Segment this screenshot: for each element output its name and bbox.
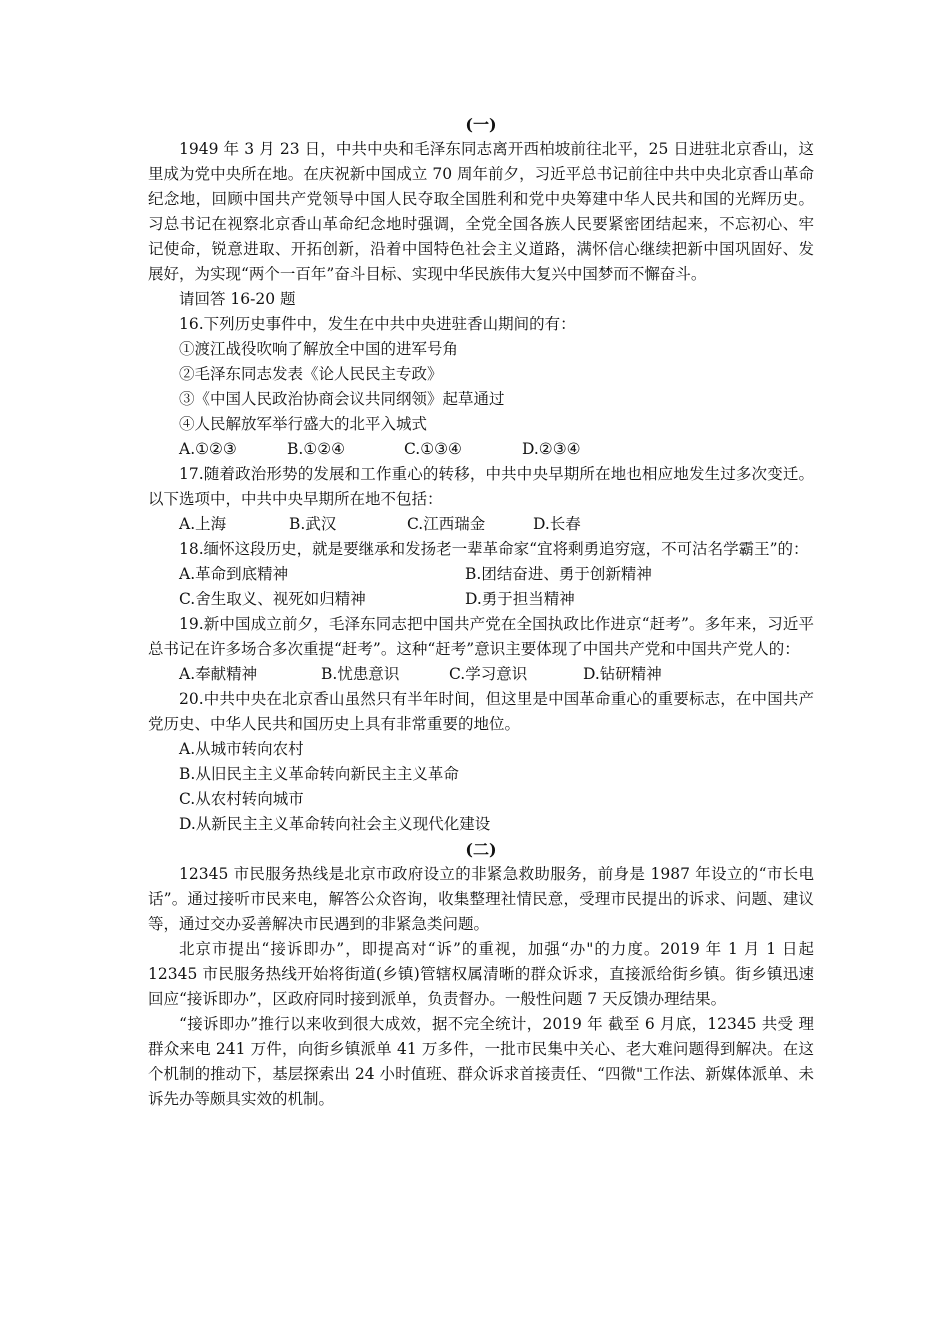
question-17-option-c: C.江西瑞金 <box>407 515 486 533</box>
question-18-stem: 18.缅怀这段历史，就是要继承和发扬老一辈革命家“宜将剩勇追穷寇，不可沽名学霸王”的： <box>179 540 809 558</box>
question-16-options <box>148 437 814 462</box>
section-1-title: (一) <box>465 115 497 134</box>
question-18-option-c: C.舍生取义、视死如归精神 <box>179 590 366 608</box>
question-16-item: ①渡江战役吹响了解放全中国的进军号角 <box>179 340 459 358</box>
question-19-option-a: A.奉献精神 <box>179 665 258 683</box>
question-instruction: 请回答 16-20 题 <box>179 290 296 308</box>
question-19-options <box>148 662 814 687</box>
question-20-option-a: A.从城市转向农村 <box>179 740 304 758</box>
question-20-option-c: C.从农村转向城市 <box>179 790 304 808</box>
question-19-option-c: C.学习意识 <box>449 665 528 683</box>
question-20-option-d: D.从新民主主义革命转向社会主义现代化建设 <box>179 815 491 833</box>
question-16-option-c: C.①③④ <box>404 440 462 458</box>
question-19-option-d: D.钻研精神 <box>583 665 662 683</box>
question-16-item: ②毛泽东同志发表《论人民民主专政》 <box>179 365 443 383</box>
question-16-item: ④人民解放军举行盛大的北平入城式 <box>179 415 428 433</box>
question-18-options-row-2 <box>148 587 814 612</box>
section-2-title: (二) <box>465 840 497 859</box>
document-content <box>148 112 814 1112</box>
question-17-option-b: B.武汉 <box>289 515 337 533</box>
question-18-options-row-1 <box>148 562 814 587</box>
question-19-stem: 19.新中国成立前夕，毛泽东同志把中国共产党在全国执政比作进京“赶考”。多年来，习近平总书记在许多场合多次重提“赶考”。这种“赶考”意识主要体现了中国共产党和中国共产党人的： <box>148 615 814 658</box>
question-16-item: ③《中国人民政治协商会议共同纲领》起草通过 <box>179 390 505 408</box>
question-18-option-a: A.革命到底精神 <box>179 565 289 583</box>
question-16-option-a: A.①②③ <box>179 440 237 458</box>
question-16-option-d: D.②③④ <box>522 440 581 458</box>
question-17-option-d: D.长春 <box>533 515 581 533</box>
section-1-intro: 1949 年 3 月 23 日，中共中央和毛泽东同志离开西柏坡前往北平，25 日进驻北京香山，这里成为党中央所在地。在庆祝新中国成立 70 周年前夕，习近平总书记前往中共中央北京香山革命纪念地，回顾中国共产党领导中国人民夺取全国胜利和党中央筹建中华人民共和国的光辉历史。习总书记在视察北京香山革命纪念地时强调，全党全国各族人民要紧密团结起来，不忘初心、牢记使命，锐意进取、开拓创新，沿着中国特色社会主义道路，满怀信心继续把新中国巩固好、发展好，为实现“两个一百年”奋斗目标、实现中华民族伟大复兴中国梦而不懈奋斗。 <box>148 140 814 283</box>
question-18-option-d: D.勇于担当精神 <box>465 590 575 608</box>
question-17-options <box>148 512 814 537</box>
question-17-stem: 17.随着政治形势的发展和工作重心的转移，中共中央早期所在地也相应地发生过多次变迁。以下选项中，中共中央早期所在地不包括： <box>148 465 814 508</box>
question-19-option-b: B.忧患意识 <box>321 665 400 683</box>
section-2-paragraph: 北京市提出“接诉即办”，即提高对“诉”的重视，加强“办"的力度。2019 年 1 月 1 日起 12345 市民服务热线开始将街道(乡镇)管辖权属清晰的群众诉求，直接派给街乡镇。街乡镇迅速回应“接诉即办”，区政府同时接到派单，负责督办。一般性问题 7 天反馈办理结果。 <box>148 940 814 1008</box>
section-2-paragraph: 12345 市民服务热线是北京市政府设立的非紧急救助服务，前身是 1987 年设立的“市长电话”。通过接听市民来电，解答公众咨询，收集整理社情民意，受理市民提出的诉求、问题、建议等，通过交办妥善解决市民遇到的非紧急类问题。 <box>148 865 814 933</box>
question-16-stem: 16.下列历史事件中，发生在中共中央进驻香山期间的有： <box>179 315 576 333</box>
question-16-option-b: B.①②④ <box>287 440 346 458</box>
section-2-paragraph: “接诉即办”推行以来收到很大成效，据不完全统计，2019 年 截至 6 月底，12345 共受 理群众来电 241 万件，向街乡镇派单 41 万多件，一批市民集中关心、老大难问题得到解决。在这个机制的推动下，基层探索出 24 小时值班、群众诉求首接责任、“四微"工作法、新媒体派单、未诉先办等颇具实效的机制。 <box>148 1015 814 1108</box>
question-17-option-a: A.上海 <box>179 515 227 533</box>
question-18-option-b: B.团结奋进、勇于创新精神 <box>465 565 652 583</box>
question-20-stem: 20.中共中央在北京香山虽然只有半年时间，但这里是中国革命重心的重要标志，在中国共产党历史、中华人民共和国历史上具有非常重要的地位。 <box>148 690 814 733</box>
question-20-option-b: B.从旧民主主义革命转向新民主主义革命 <box>179 765 459 783</box>
